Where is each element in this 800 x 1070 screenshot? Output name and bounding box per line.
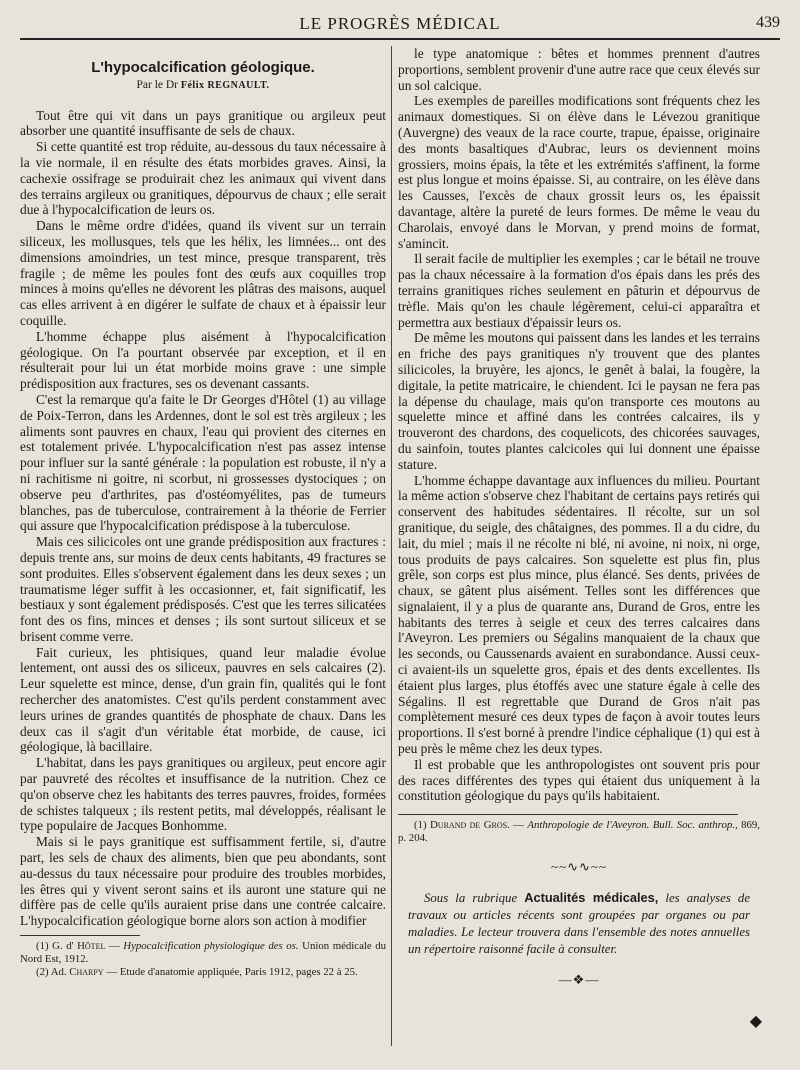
paragraph: Il est probable que les anthropologistes ont souvent pris pour des races différentes des types qui étaient dus uniquement à la constitution géologique du pays qu'ils habitaient. (398, 756, 760, 804)
editorial-notice: Sous la rubrique Actualités médicales, les analyses de travaux ou articles récents sont groupées par organes ou par maladies. Le lecteur trouvera dans l'ensemble des notes annuelles un répertoire raisonné facile à consulter. (408, 890, 750, 957)
paragraph: Tout être qui vit dans un pays granitique ou argileux peut absorber une quantité insuffisante de sels de chaux. (20, 107, 386, 139)
paragraph: Les exemples de pareilles modifications sont fréquents chez les animaux domestiques. Si on élève dans le Lévezou granitique (Auvergne) des veaux de la race courte, trapue, épaisse, originaire des monts basaltiques d'Aubrac, leurs os deviennent moins grossiers, moins épais, la tête et les extrémités s'affinent, la forme est plus longue et moins épaisse. Si, au contraire, on les élève dans les Causses, l'excès de chaux grossit leurs os, les épaissit davantage, altère la pureté de leurs formes. De même le veau du Charolais, envoyé dans le Morvan, y prend moins de format, s'amincit. (398, 93, 760, 251)
footnote-right: (1) Durand de Gros. — Anthropologie de l'Aveyron. Bull. Soc. anthrop., 869, p. 204. (398, 819, 760, 845)
right-body (398, 46, 760, 804)
column-divider (391, 46, 392, 1046)
paragraph: Si cette quantité est trop réduite, au-dessous du taux nécessaire à la vie normale, il en résulte des états morbides graves. Ainsi, la cachexie ossifrage se produirait chez les animaux qui vivent dans des terrains argileux ou granitiques, dépourvus de chaux ; elle serait due à l'hypocalcification de leurs os. (20, 139, 386, 218)
page-number: 439 (756, 14, 780, 31)
article-byline (20, 78, 386, 94)
left-column (20, 46, 386, 1056)
end-mark: ◆ (749, 1011, 762, 1030)
byline-prefix: Par le Dr (136, 78, 178, 91)
paragraph: Mais si le pays granitique est suffisamment fertile, si, d'autre part, les sels de chaux des aliments, bien que peu abondants, sont au-dessus du taux nécessaire pour produire des troubles morbides, les êtres qui y vivent seront sains et ils auront une stature qui ne diffère pas de celle qu'ils auraient prise dans une contrée calcaire. L'hypocalcification géologique borne alors son action à modifier (20, 834, 386, 929)
paragraph: Dans le même ordre d'idées, quand ils vivent sur un terrain siliceux, les mollusques, tels que les hélix, les limnées... ont des dimensions amoindries, un test mince, presque transparent, très fragile ; de même les poules font des œufs aux coquilles trop minces à moins qu'elles ne dévorent les plâtras des maisons, auquel cas elles arrivent à en digérer le sulfate de chaux et à épaissir leur coquille. (20, 218, 386, 328)
paragraph: L'homme échappe davantage aux influences du milieu. Pourtant la même action s'observe chez l'habitant de certains pays retirés qui conservent des habitudes sédentaires. Il récolte, sur un sol granitique, du seigle, des châtaignes, des pommes. Il a du cidre, du lait, du miel ; mais il ne récolte ni blé, ni avoine, ni noix, ni orge, tous produits de pays calcaires. Son squelette est plus fin, plus grêle, son corps est plus mince, plus élancé. Ses dents, privées de chaux, se gâtent plus aisément. Telles sont les différences que signalaient, il y a plus de quarante ans, Durand de Gros, entre les habitants des terres à seigle et ceux des terres calcaires dans l'Aveyron. Les premiers ou Ségalins manquaient de la chaux que les seconds, ou Caussenards avaient en surabondance. Aussi ceux-ci avaient-ils un squelette gros, épais et des dents excellentes. Ils étaient plus larges, plus étoffés avec une stature égale à celle des Ségalins. Il est regrettable que Durand de Gros n'ait pas complètement mesuré ces deux types de façon à avoir toutes leurs proportions. Il s'est borné à prendre l'indice céphalique (1) qui est à peu près le même chez les deux types. (398, 472, 760, 757)
paragraph: le type anatomique : bêtes et hommes prennent d'autres proportions, semblent provenir d'une autre race que ceux élevés sur un sol calcique. (398, 46, 760, 93)
ornament-bottom: —❖— (558, 972, 600, 988)
author-name: Félix REGNAULT. (180, 79, 270, 91)
paragraph: L'homme échappe plus aisément à l'hypocalcification géologique. On l'a pourtant observée par exception, et il en résulterait pour lui un état morbide moins grave : une simple prédisposition aux fractures, ses os devenant cassants. (20, 328, 386, 392)
paragraph: Fait curieux, les phtisiques, quand leur maladie évolue lentement, ont aussi des os siliceux, pauvres en sels calcaires (2). Leur squelette est mince, dense, d'un grain fin, qualités qui le font rechercher des anatomistes. C'est qu'ils perdent constamment avec leurs urines de grandes quantités de phosphate de chaux. Dans les deux cas il s'agit d'un véritable état morbide, de cause, ici géologique, là bacillaire. (20, 644, 386, 755)
footnote-rule (20, 935, 140, 936)
left-body (20, 108, 386, 929)
running-head (20, 14, 780, 40)
journal-title: LE PROGRÈS MÉDICAL (299, 14, 501, 33)
footnote-rule-right (398, 814, 738, 815)
paragraph: C'est la remarque qu'a faite le Dr Georges d'Hôtel (1) au village de Poix-Terron, dans les Ardennes, dont le sol est très argileux ; les aliments sont pauvres en chaux, l'eau qui provient des citernes en est totalement privée. L'hypocalcification n'est pas assez intense pour influer sur la santé générale : la population est robuste, il n'y a ni rachitisme ni goitre, ni scorbut, ni grossesses dystociques ; on observe peu d'arthrites, pas d'ostéomyélites, pas de tumeurs blanches, pas de tuberculose, contrairement à la théorie de Ferrier qui assure que l'hypocalcification prédispose à la tuberculose. (20, 391, 386, 534)
right-column (398, 46, 760, 1056)
left-footnotes (20, 940, 386, 979)
footnote: (2) Ad. Charpy — Etude d'anatomie appliquée, Paris 1912, pages 22 à 25. (36, 966, 358, 979)
article-title: L'hypocalcification géologique. (91, 59, 315, 76)
paragraph: L'habitat, dans les pays granitiques ou argileux, peut encore agir par pauvreté des récoltes et insuffisance de la nutrition. Chez ce qu'on observe chez les habitants des terres pauvres, froides, formées de schistes talqueux ; ils restent petits, mal développés, réalisant le type populaire de Jacques Bonhomme. (20, 755, 386, 834)
paragraph: De même les moutons qui paissent dans les landes et les terrains en friche des pays granitiques n'y trouvent que des plantes silicicoles, la bruyère, les ajoncs, le genêt à balai, la fougère, la digitale, la petite matricaire, le chiendent. Ici le paysan ne fera pas la dépense du chaulage, mais qu'on transporte ces moutons au squelette mince et affiné dans les contrées calcaires, ils y trouveront des chardons, des coquelicots, des chicorées sauvages, du sainfoin, toutes plantes calcicoles qui lui donnent une épaisse stature. (398, 330, 760, 472)
paragraph: Il serait facile de multiplier les exemples ; car le bétail ne trouve pas la chaux nécessaire à la formation d'os épais dans les prés des terrains granitiques riches seulement en pâturin et dépourvus de trèfle. Mais qu'on les chaule légèrement, celui-ci apparaîtra et permettra aux bestiaux d'épaissir leurs os. (398, 251, 760, 330)
footnote: (1) G. d' Hôtel — Hypocalcification physiologique des os. Union médicale du Nord Est, 1912. (20, 940, 386, 966)
paragraph: Mais ces silicicoles ont une grande prédisposition aux fractures : depuis trente ans, sur moins de deux cents habitants, 49 fractures se sont produites. Elles s'observent également dans les deux sexes ; un traumatisme léger suffit à les occasionner, et, fait significatif, les bestiaux y sont également prédisposés. C'est que les terres silicatées font des os fins, minces et denses ; ils sont surtout siliceux et se brisent comme verre. (20, 534, 386, 644)
ornament-top: ~~∿∿~~ (551, 859, 607, 875)
